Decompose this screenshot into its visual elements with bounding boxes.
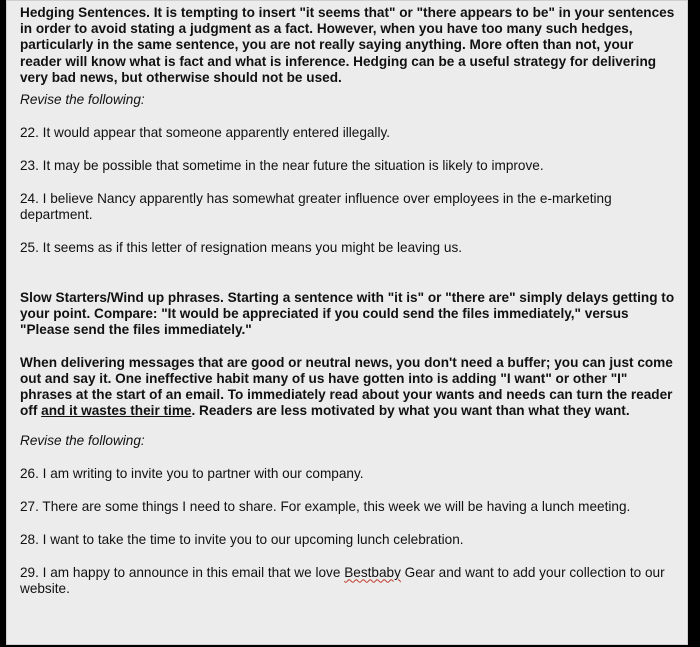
item-27: 27. There are some things I need to share. For example, this week we will be having a lunch meeting. (20, 499, 631, 515)
buffer-paragraph (20, 355, 677, 420)
underlined-phrase: and it wastes their time (41, 403, 192, 419)
brand-name: Bestbaby (344, 565, 401, 581)
item-26: 26. I am writing to invite you to partner with our company. (20, 466, 364, 482)
slow-starters-paragraph: Slow Starters/Wind up phrases. Starting a sentence with "it is" or "there are" simply delays getting to your point. Compare: "It would be appreciated if you could send the files immediately," versus "Please send the files immediately." (20, 290, 675, 338)
document-page (6, 0, 688, 645)
buffer-paragraph-text-start: When delivering messages that are good or neutral news, you don't need a buffer; you can just come out and say it. One ineffective habit many of us have gotten into is adding "I want" or other "I" phrases at the start of an email. To immediately read about your wants and needs can turn the reader off (20, 354, 673, 419)
item-29 (20, 565, 677, 597)
item-29-text-start: 29. I am happy to announce in this email that we love (20, 565, 345, 581)
item-29-text-end: Gear and want to add your collection to our website. (20, 565, 665, 597)
item-22: 22. It would appear that someone apparently entered illegally. (20, 125, 391, 141)
hedging-paragraph: Hedging Sentences. It is tempting to insert "it seems that" or "there appears to be" in your sentences in order to avoid stating a judgment as a fact. However, when you have too many such hedges, particularly in the same sentence, you are not really saying anything. More often than not, your reader will know what is fact and what is inference. Hedging can be a useful strategy for delivering very bad news, but otherwise should not be used. (20, 5, 675, 85)
revise-label-2: Revise the following: (20, 433, 145, 449)
revise-label-1: Revise the following: (20, 92, 145, 108)
item-25: 25. It seems as if this letter of resignation means you might be leaving us. (20, 240, 463, 256)
item-23: 23. It may be possible that sometime in the near future the situation is likely to improve. (20, 158, 544, 174)
item-28: 28. I want to take the time to invite you to our upcoming lunch celebration. (20, 532, 464, 548)
item-24: 24. I believe Nancy apparently has somewhat greater influence over employees in the e-marketing department. (20, 191, 612, 223)
buffer-paragraph-text-end: . Readers are less motivated by what you want than what they want. (191, 403, 630, 419)
